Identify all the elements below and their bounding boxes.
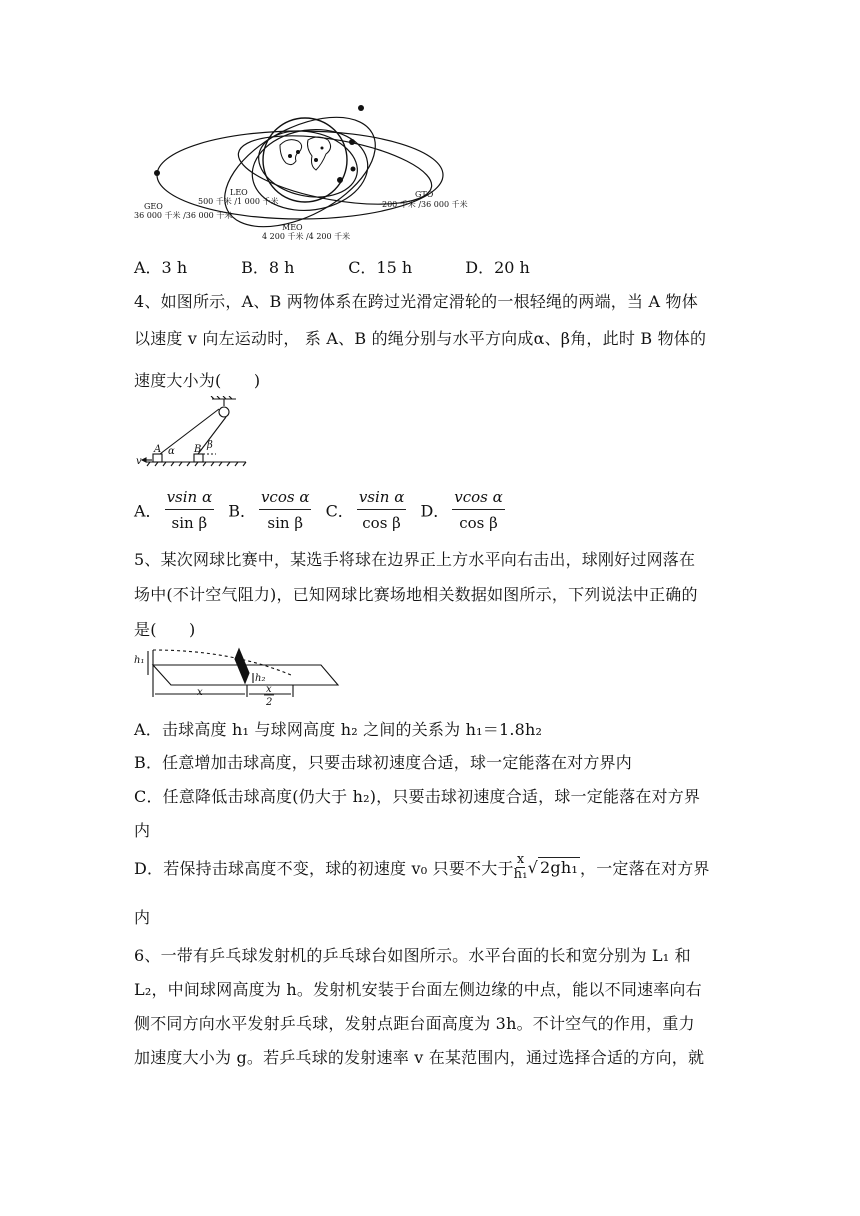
earth-continents [280, 137, 331, 170]
q4-option-b-fraction [259, 488, 312, 532]
q4-option-d [420, 488, 507, 532]
q3-options [134, 255, 530, 278]
q5-option-c-2: 内 [134, 821, 151, 840]
q4-option-a-num: vsin α [165, 488, 215, 510]
q6-line-1: 6、一带有乒乓球发射机的乒乓球台如图所示。水平台面的长和宽分别为 L₁ 和 [134, 946, 691, 965]
q5-option-d-2: 内 [134, 908, 151, 927]
label-x: x [197, 687, 203, 698]
tennis-figure [131, 645, 341, 707]
label-a: A [154, 444, 162, 455]
q4-option-c-key: C． [325, 501, 354, 521]
ball-trajectory [153, 650, 291, 675]
q5-line-3: 是( ) [134, 620, 196, 639]
q5-line-1: 5、某次网球比赛中，某选手将球在边界正上方水平向右击出，球刚好过网落在 [134, 550, 696, 569]
q5-option-d-frac-num: x [516, 852, 525, 867]
q4-option-b [228, 488, 314, 532]
q4-option-a [134, 488, 217, 532]
q5-line-2: 场中(不计空气阻力)，已知网球比赛场地相关数据如图所示，下列说法中正确的 [134, 585, 698, 604]
q4-line-2: 以速度 v 向左运动时， 系 A、B 的绳分别与水平方向成α、β角，此时 B 物体的 [134, 329, 707, 348]
q6-line-2: L₂，中间球网高度为 h。发射机安装于台面左侧边缘的中点，能以不同速率向右 [134, 980, 702, 999]
q4-option-b-key: B． [228, 501, 256, 521]
q4-line-3: 速度大小为( ) [134, 371, 261, 390]
q5-option-d-frac-den: h₁ [513, 867, 528, 882]
satellites [154, 105, 364, 183]
q4-option-a-key: A． [134, 501, 162, 521]
label-h1: h₁ [134, 655, 145, 666]
q5-option-c-1: C．任意降低击球高度(仍大于 h₂)，只要击球初速度合适，球一定能落在对方界 [134, 787, 701, 806]
q5-option-d-post: ，一定落在对方界 [580, 859, 710, 878]
gto-alt: 200 千米 /36 000 千米 [382, 200, 468, 209]
sqrt-symbol: √ [527, 858, 539, 877]
q3-option-c: C．15 h [348, 258, 413, 277]
label-beta: β [207, 440, 213, 451]
q6-line-3: 侧不同方向水平发射乒乓球，发射点距台面高度为 3h。不计空气的作用，重力 [134, 1014, 695, 1033]
q4-option-d-key: D． [420, 501, 450, 521]
block-b [194, 454, 203, 462]
q4-option-c-num: vsin α [357, 488, 407, 510]
label-x-half-num: x [266, 684, 272, 695]
q4-option-d-num: vcos α [452, 488, 505, 510]
leo-title: LEO [230, 188, 248, 197]
meo-title: MEO [282, 223, 303, 232]
label-v: v [136, 456, 142, 467]
geo-title: GEO [144, 202, 163, 211]
q5-option-d-sqrt: 2gh₁ [540, 858, 578, 877]
q4-option-c-den: cos β [362, 514, 401, 532]
gto-title: GTO [415, 190, 434, 199]
q5-option-d-pre: D．若保持击球高度不变，球的初速度 v₀ 只要不大于 [134, 859, 514, 878]
q3-option-a: A．3 h [134, 258, 188, 277]
pulley [219, 407, 229, 417]
q4-option-a-den: sin β [171, 514, 208, 532]
pulley-figure [136, 396, 251, 471]
orbit-figure [130, 100, 475, 245]
q5-option-b: B．任意增加击球高度，只要击球初速度合适，球一定能落在对方界内 [134, 753, 632, 772]
q3-option-d: D．20 h [465, 258, 530, 277]
q5-option-d-fraction [514, 853, 528, 882]
label-h2: h₂ [255, 673, 266, 684]
q5-option-a: A．击球高度 h₁ 与球网高度 h₂ 之间的关系为 h₁＝1.8h₂ [134, 720, 543, 739]
meo-alt: 4 200 千米 /4 200 千米 [262, 232, 351, 241]
q4-line-1: 4、如图所示，A、B 两物体系在跨过光滑定滑轮的一根轻绳的两端，当 A 物体 [134, 292, 698, 311]
q3-option-b: B．8 h [241, 258, 295, 277]
block-a [153, 454, 162, 462]
label-alpha: α [168, 446, 175, 457]
q5-option-d-1 [134, 853, 710, 882]
q4-option-c-fraction [357, 488, 407, 532]
q4-option-d-fraction [452, 488, 505, 532]
geo-alt: 36 000 千米 /36 000 千米 [134, 211, 233, 220]
q4-options [134, 488, 508, 532]
net [235, 649, 249, 683]
q4-option-b-den: sin β [267, 514, 304, 532]
leo-alt: 500 千米 /1 000 千米 [198, 197, 279, 206]
q4-option-d-den: cos β [459, 514, 498, 532]
label-x-half-den: 2 [266, 697, 273, 707]
q4-option-c [326, 488, 410, 532]
q6-line-4: 加速度大小为 g。若乒乓球的发射速率 v 在某范围内，通过选择合适的方向，就 [134, 1048, 705, 1067]
label-b: B [194, 444, 202, 455]
q4-option-b-num: vcos α [259, 488, 312, 510]
q4-option-a-fraction [165, 488, 215, 532]
